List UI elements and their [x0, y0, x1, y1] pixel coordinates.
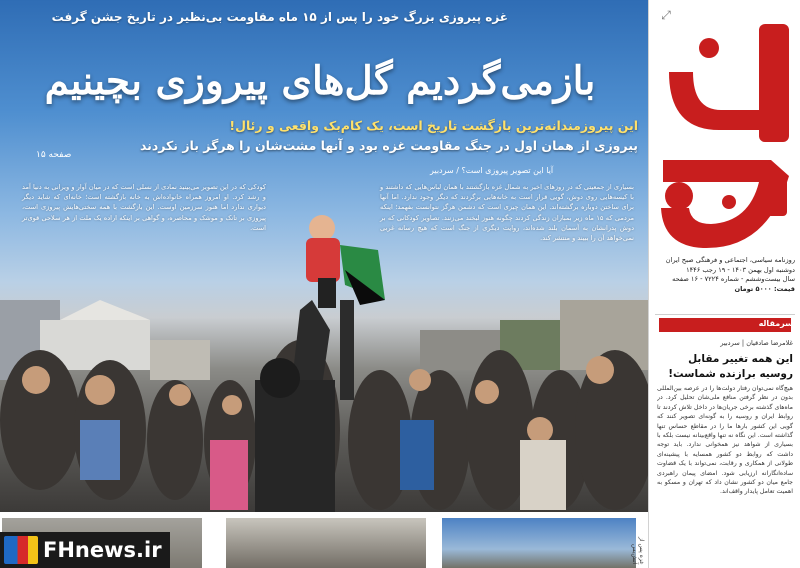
thumbnail-caption: غزه پس از آتش‌بس — [631, 536, 645, 564]
source-watermark-text: FHnews.ir — [43, 538, 162, 562]
expand-icon[interactable]: ⤢ — [661, 7, 671, 22]
thumbnail-photo[interactable] — [442, 518, 636, 568]
masthead-price: قیمت: ۵۰۰۰ تومان — [734, 284, 795, 293]
masthead-info-line-1: روزنامه سیاسی، اجتماعی و فرهنگی صبح ایران — [665, 256, 795, 264]
editorial-body: هیچ‌گاه نمی‌توان رفتار دولت‌ها را در عرصه بین‌المللی بدون در نظر گرفتن منافع ملی‌شان تحلیل کرد. در ماه‌های گذشته برخی جریان‌ها در داخل تلاش کردند تا روابط ایران و روسیه را به گونه‌ای تصویر کنند که گویی این کشور بارها ما را در مقاطع حساس تنها گذاشته است. این نگاه نه تنها واقع‌بینانه نیست بلکه با بسیاری از شواهد نیز همخوانی ندارد. باید توجه داشت که روابط دو کشور همسایه با پیشینه‌ای طولانی از همکاری و رقابت، نمی‌تواند با یک قضاوت ساده‌انگارانه ارزیابی شود. امضای پیمان راهبردی جامع میان دو کشور نشان داد که تهران و مسکو به اهمیت تعامل پایدار واقف‌اند. — [657, 385, 793, 496]
thumbnail-photo[interactable] — [226, 518, 426, 568]
masthead-info-line-2: دوشنبه اول بهمن ۱۴۰۳ - ۱۹ رجب ۱۴۴۶ — [686, 265, 795, 274]
main-headline[interactable]: بازمی‌گردیم گل‌های پیروزی بچینیم — [44, 58, 596, 104]
editorial-title[interactable]: این همه تغییر مقابل روسیه برازنده شماست! — [668, 353, 793, 380]
editorial-author: غلامرضا صادقیان | سردبیر — [720, 339, 793, 347]
fhnews-logo-icon — [4, 536, 38, 564]
newspaper-logo — [649, 0, 800, 262]
subhead-1: این پیروزمندانه‌ترین بازگشت تاریخ است، یک کام‌بک واقعی و رئال! — [229, 118, 638, 133]
page-reference: صفحه ۱۵ — [36, 150, 72, 160]
article-column-left: کودکی که در این تصویر می‌بینید نمادی از نسلی است که در میان آوار و ویرانی به دنیا آمد و رشد کرد. او امروز همراه خانواده‌اش به خانه بازگشته است؛ خانه‌ای که شاید دیگر دیواری ندارد اما هنوز سرزمین اوست. این بازگشت با همه سختی‌هایش پیروزی است، پیروزی بر تانک و موشک و محاصره، و گواهی بر اینکه اراده یک ملت از هر سلاحی قوی‌تر است. — [22, 183, 266, 232]
kicker-text: غزه پیروزی بزرگ خود را پس از ۱۵ ماه مقاومت بی‌نظیر در تاریخ جشن گرفت — [51, 10, 508, 24]
editorial-label: سرمقاله — [758, 319, 793, 328]
masthead-info-line-3: سال بیست‌وششم - شماره ۷۲۲۴ - ۱۶ صفحه — [672, 275, 795, 284]
subhead-2: پیروزی از همان اول در جنگ مقاومت غزه بود و آنها مشت‌شان را هرگز باز نکردند — [139, 138, 638, 153]
article-column-right: بسیاری از جمعیتی که در روزهای اخیر به شمال غزه بازگشتند با همان لباس‌هایی که داشتند و با کیسه‌هایی روی دوش، گویی قرار است به خانه‌هایی برگردند که دیگر وجود ندارد. اما آنها برای ساختن دوباره برگشته‌اند. این همان چیزی است که دشمن هرگز نتوانست بفهمد؛ اینکه مردمی که ۱۵ ماه زیر بمباران زندگی کردند چگونه هنوز لبخند می‌زنند. تصاویر کودکانی که بر دوش پدرانشان به آسمان بلند شده‌اند، روایت دیگری از جنگ است که هیچ رسانه غربی نمی‌خواهد آن را ببیند و منتشر کند. — [380, 183, 634, 243]
source-watermark — [0, 532, 170, 568]
divider — [655, 314, 795, 315]
photo-caption: آیا این تصویر پیروزی است؟ / سردبیر — [430, 166, 554, 175]
masthead-info — [657, 256, 795, 294]
masthead-column — [648, 0, 800, 568]
